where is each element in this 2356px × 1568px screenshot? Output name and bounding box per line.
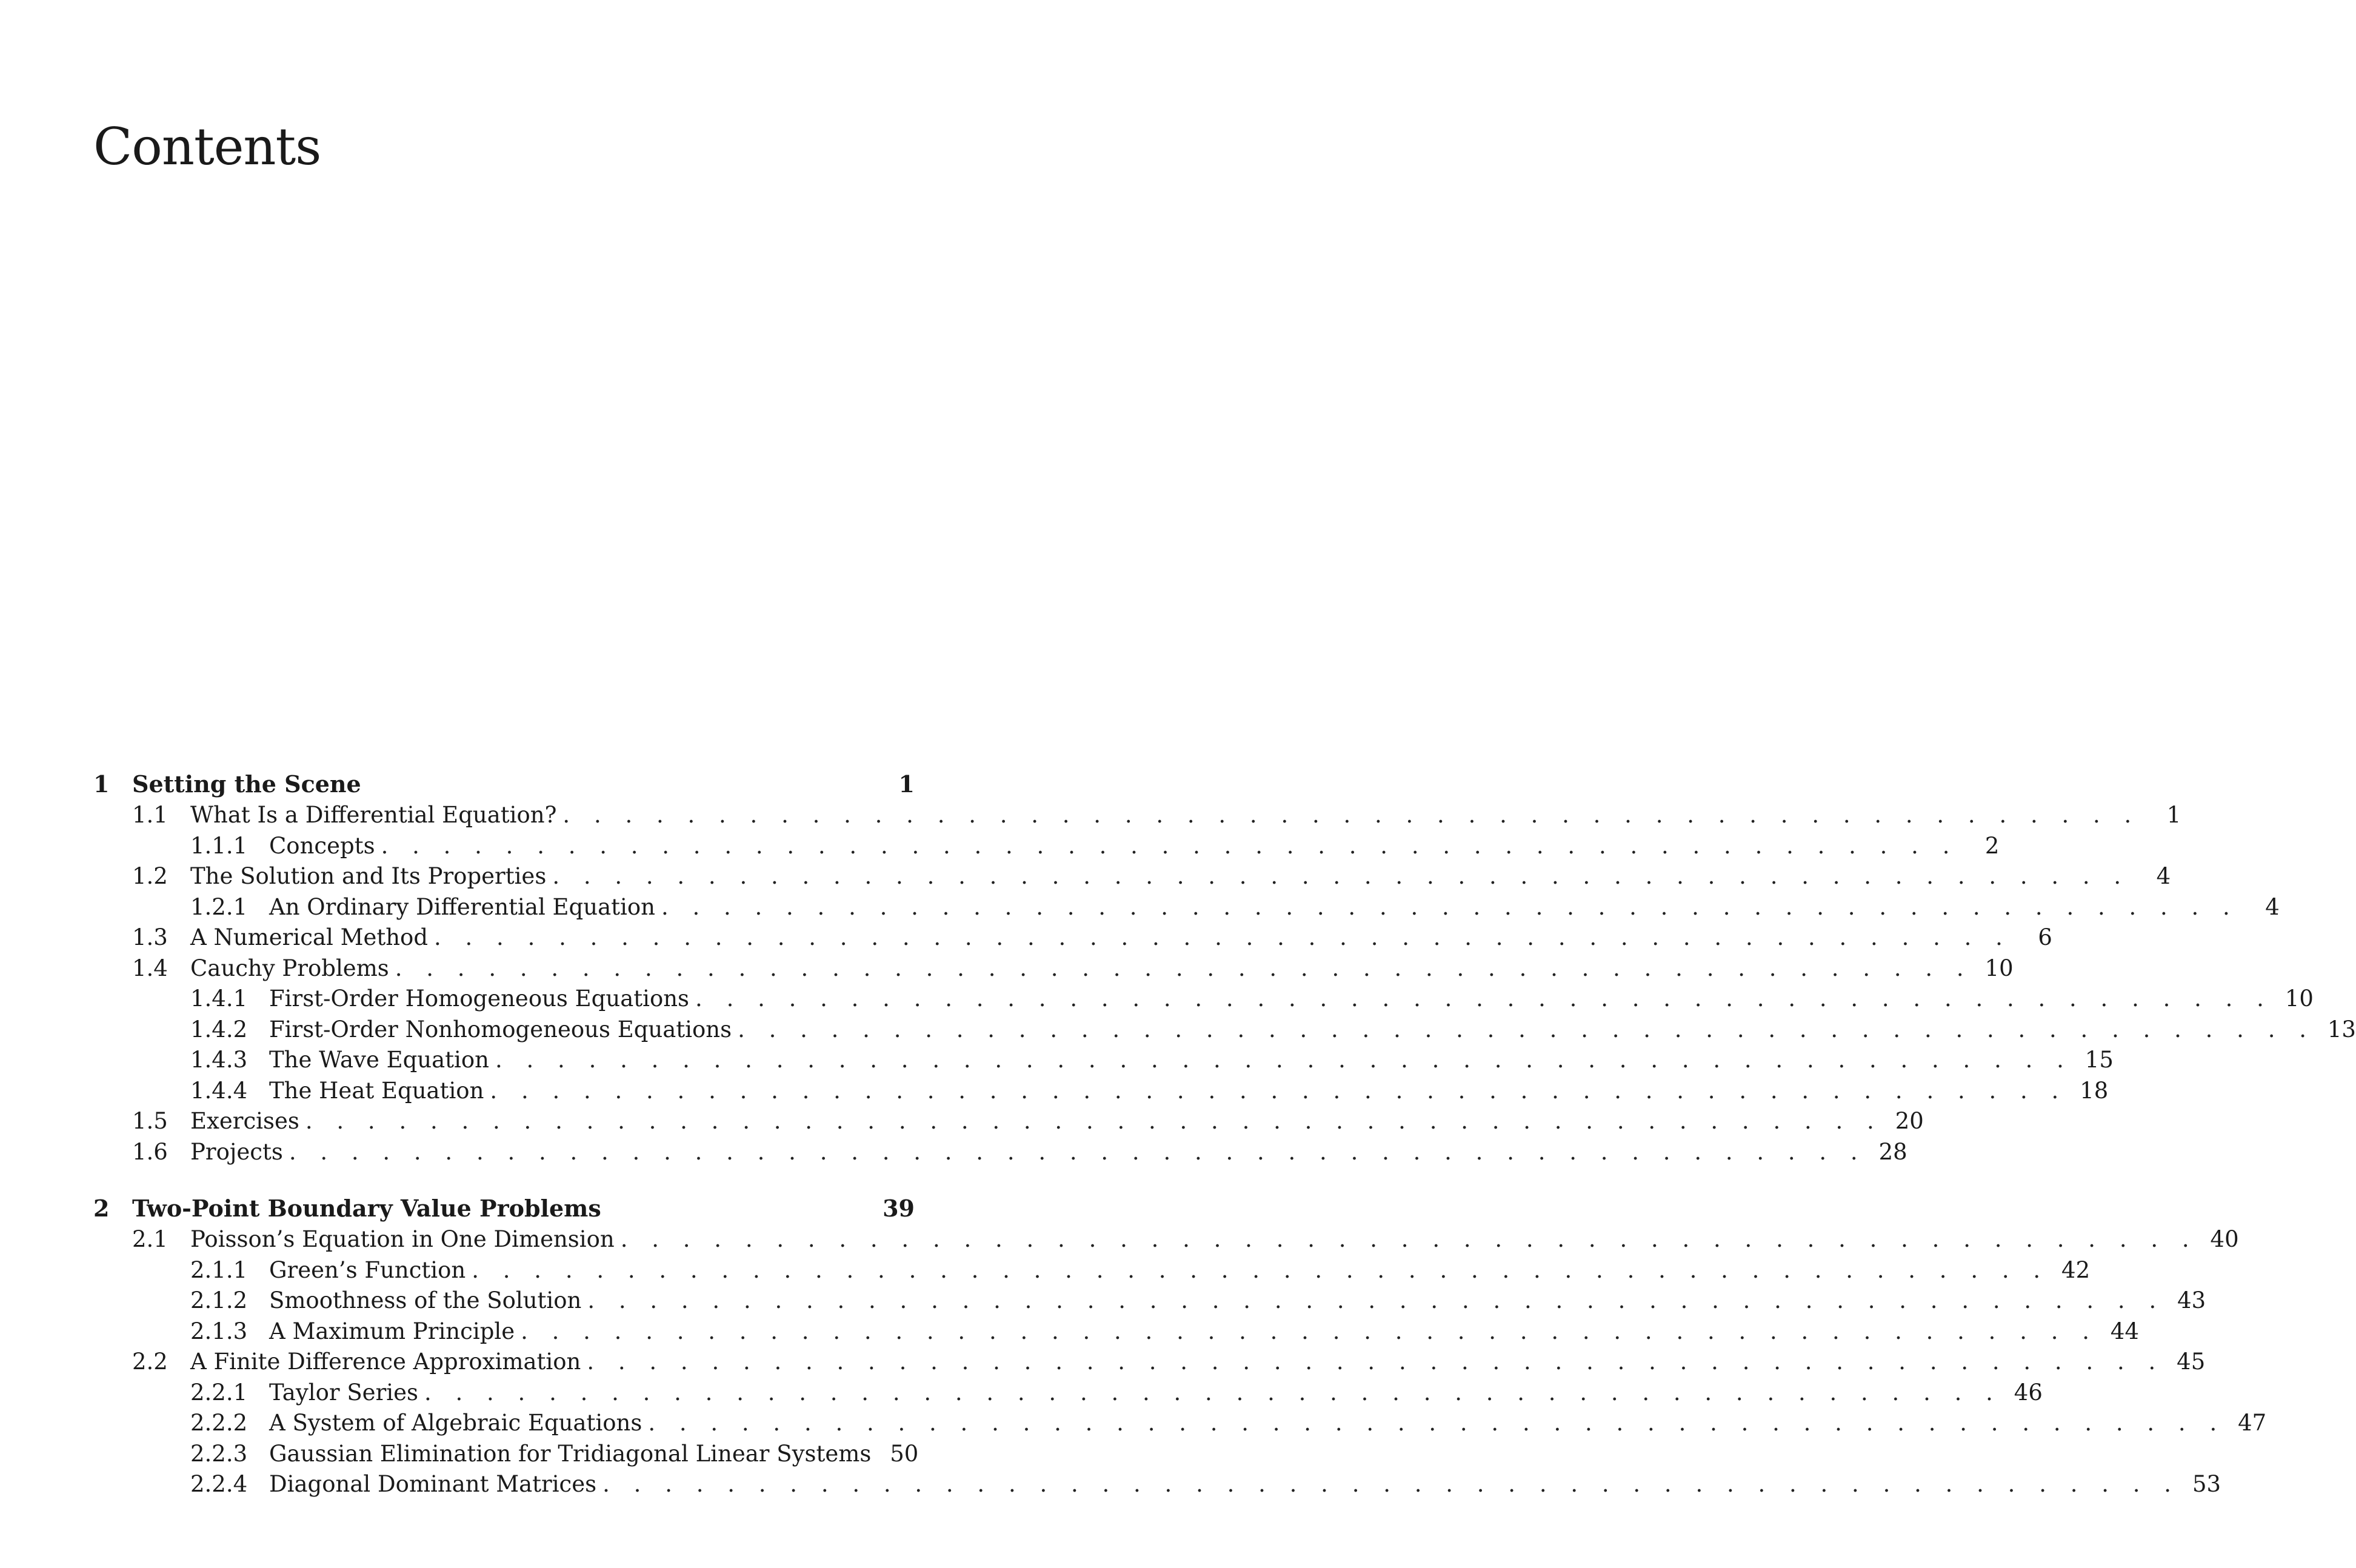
dot-leader: . . . . . . . . . . . . . . . . . . . . . . . . . . . . . . . . . . . . . . . . . . . . . . . . . . . [521, 1318, 2098, 1344]
toc-entry-1-4-2[interactable] [93, 1015, 2356, 1046]
dot-leader: . . . . . . . . . . . . . . . . . . . . . . . . . . . . . . . . . . . . . . . . . . . . . . . . . . . [289, 1138, 1866, 1165]
dot-leader: . . . . . . . . . . . . . . . . . . . . . . . . . . . . . . . . . . . . . . . . . . . . . . . . . . . [738, 1016, 2315, 1043]
toc-entry-2-2-2[interactable] [93, 1408, 2267, 1439]
section-page-number: 43 [2177, 1287, 2206, 1313]
section-title: Smoothness of the Solution [269, 1287, 582, 1313]
dot-leader: . . . . . . . . . . . . . . . . . . . . . . . . . . . . . . . . . . . . . . . . . . . . . . . . . . . [381, 832, 1958, 859]
section-page-number: 47 [2238, 1410, 2267, 1436]
section-number: 2.1 [132, 1226, 168, 1252]
section-title: Green’s Function [269, 1256, 466, 1283]
dot-leader: . . . . . . . . . . . . . . . . . . . . . . . . . . . . . . . . . . . . . . . . . . . . . . . . . . . [620, 1226, 2198, 1252]
toc-entry-2-2[interactable] [93, 1347, 2206, 1378]
section-page-number: 10 [1984, 955, 2014, 981]
section-title: Cauchy Problems [190, 955, 389, 981]
section-title: The Heat Equation [269, 1077, 484, 1104]
section-title: An Ordinary Differential Equation [269, 893, 655, 920]
section-page-number: 4 [2156, 863, 2171, 889]
section-page-number: 13 [2327, 1016, 2356, 1043]
toc-entry-2-1[interactable] [93, 1224, 2239, 1255]
section-page-number: 40 [2210, 1226, 2239, 1252]
dot-leader: . . . . . . . . . . . . . . . . . . . . . . . . . . . . . . . . . . . . . . . . . . . . . . . . . . . [490, 1077, 2067, 1104]
toc-entry-2-2-3[interactable] [93, 1439, 919, 1470]
section-title: Projects [190, 1138, 283, 1165]
toc-entry-1-4-1[interactable] [93, 984, 2314, 1015]
section-number: 2.1.2 [190, 1287, 248, 1313]
dot-leader: . . . . . . . . . . . . . . . . . . . . . . . . . . . . . . . . . . . . . . . . . . . . . . . . . . . [587, 1287, 2165, 1313]
dot-leader: . . . . . . . . . . . . . . . . . . . . . . . . . . . . . . . . . . . . . . . . . . . . . . . . . . . [587, 1349, 2164, 1375]
chapter-number: 2 [93, 1195, 110, 1222]
section-title: What Is a Differential Equation? [190, 802, 557, 828]
dot-leader: . . . . . . . . . . . . . . . . . . . . . . . . . . . . . . . . . . . . . . . . . . . . . . . . . . . [648, 1410, 2226, 1436]
toc-chapter-1[interactable] [93, 769, 915, 800]
toc-entry-1-2-1[interactable] [93, 892, 2280, 923]
section-page-number: 42 [2061, 1256, 2091, 1283]
section-page-number: 46 [2014, 1379, 2043, 1406]
section-number: 1.4.2 [190, 1016, 248, 1043]
section-number: 1.3 [132, 924, 168, 950]
section-title: A System of Algebraic Equations [269, 1410, 642, 1436]
section-page-number: 10 [2284, 986, 2314, 1012]
section-page-number: 1 [2166, 802, 2181, 828]
section-number: 2.2.2 [190, 1410, 248, 1436]
section-number: 1.1.1 [190, 832, 248, 859]
chapter-page-number: 39 [883, 1195, 915, 1222]
dot-leader: . . . . . . . . . . . . . . . . . . . . . . . . . . . . . . . . . . . . . . . . . . . . . . . . . . . [434, 924, 2011, 950]
section-title: First-Order Nonhomogeneous Equations [269, 1016, 732, 1043]
table-of-contents [93, 769, 2356, 1500]
toc-entry-2-2-1[interactable] [93, 1378, 2043, 1409]
toc-entry-1-3[interactable] [93, 922, 2052, 953]
section-number: 2.1.3 [190, 1318, 248, 1344]
section-number: 1.4.4 [190, 1077, 248, 1104]
section-number: 1.5 [132, 1108, 168, 1134]
section-title: A Finite Difference Approximation [190, 1349, 581, 1375]
dot-leader: . . . . . . . . . . . . . . . . . . . . . . . . . . . . . . . . . . . . . . . . . . . . . . . . . . . [562, 802, 2140, 828]
toc-entry-1-2[interactable] [93, 861, 2171, 892]
section-page-number: 4 [2265, 893, 2280, 920]
section-number: 2.2.3 [190, 1440, 248, 1467]
toc-entry-1-5[interactable] [93, 1106, 1924, 1137]
dot-leader: . . . . . . . . . . . . . . . . . . . . . . . . . . . . . . . . . . . . . . . . . . . . . . . . . . . [661, 893, 2238, 920]
dot-leader: . . . . . . . . . . . . . . . . . . . . . . . . . . . . . . . . . . . . . . . . . . . . . . . . . . . [472, 1256, 2049, 1283]
dot-leader: . . . . . . . . . . . . . . . . . . . . . . . . . . . . . . . . . . . . . . . . . . . . . . . . . . . [305, 1108, 1883, 1134]
toc-entry-2-1-3[interactable] [93, 1316, 2139, 1347]
toc-entry-1-1-1[interactable] [93, 831, 2000, 862]
chapter-number: 1 [93, 770, 110, 798]
section-title: The Solution and Its Properties [190, 863, 547, 889]
section-title: The Wave Equation [269, 1047, 489, 1073]
section-page-number: 50 [890, 1440, 919, 1467]
section-title: Exercises [190, 1108, 299, 1134]
section-number: 2.2 [132, 1349, 168, 1375]
page-title: Contents [93, 117, 321, 176]
toc-entry-2-1-1[interactable] [93, 1255, 2091, 1286]
section-number: 2.1.1 [190, 1256, 248, 1283]
section-number: 1.6 [132, 1138, 168, 1165]
section-page-number: 6 [2038, 924, 2052, 950]
section-title: Taylor Series [269, 1379, 418, 1406]
section-number: 2.2.4 [190, 1471, 248, 1497]
dot-leader: . . . . . . . . . . . . . . . . . . . . . . . . . . . . . . . . . . . . . . . . . . . . . . . . . . . [424, 1379, 2001, 1406]
section-number: 1.4.3 [190, 1047, 248, 1073]
section-title: A Maximum Principle [269, 1318, 515, 1344]
section-page-number: 2 [1984, 832, 2000, 859]
section-number: 1.4.1 [190, 986, 248, 1012]
section-number: 1.4 [132, 955, 168, 981]
chapter-page-number: 1 [898, 770, 915, 798]
section-title: Poisson’s Equation in One Dimension [190, 1226, 615, 1252]
section-page-number: 45 [2177, 1349, 2206, 1375]
section-page-number: 20 [1895, 1108, 1924, 1134]
toc-entry-2-2-4[interactable] [93, 1469, 2221, 1500]
section-number: 1.2 [132, 863, 168, 889]
section-title: A Numerical Method [190, 924, 429, 950]
section-title: First-Order Homogeneous Equations [269, 986, 690, 1012]
chapter-title: Two-Point Boundary Value Problems [132, 1195, 601, 1222]
toc-entry-1-4[interactable] [93, 953, 2014, 984]
section-page-number: 28 [1878, 1138, 1907, 1165]
section-number: 2.2.1 [190, 1379, 248, 1406]
toc-entry-1-1[interactable] [93, 800, 2181, 831]
dot-leader: . . . . . . . . . . . . . . . . . . . . . . . . . . . . . . . . . . . . . . . . . . . . . . . . . . . [695, 986, 2272, 1012]
section-number: 1.1 [132, 802, 168, 828]
section-page-number: 44 [2110, 1318, 2139, 1344]
section-title: Gaussian Elimination for Tridiagonal Linear Systems [269, 1440, 872, 1467]
dot-leader: . . . . . . . . . . . . . . . . . . . . . . . . . . . . . . . . . . . . . . . . . . . . . . . . . . . [495, 1047, 2072, 1073]
section-page-number: 18 [2080, 1077, 2109, 1104]
section-number: 1.2.1 [190, 893, 248, 920]
section-page-number: 15 [2084, 1047, 2114, 1073]
section-title: Concepts [269, 832, 375, 859]
toc-entry-1-4-4[interactable] [93, 1076, 2109, 1107]
section-title: Diagonal Dominant Matrices [269, 1471, 597, 1497]
toc-chapter-2[interactable] [93, 1193, 915, 1224]
dot-leader: . . . . . . . . . . . . . . . . . . . . . . . . . . . . . . . . . . . . . . . . . . . . . . . . . . . [395, 955, 1972, 981]
toc-entry-2-1-2[interactable] [93, 1286, 2206, 1316]
toc-entry-1-4-3[interactable] [93, 1045, 2114, 1076]
dot-leader: . . . . . . . . . . . . . . . . . . . . . . . . . . . . . . . . . . . . . . . . . . . . . . . . . . . [602, 1471, 2180, 1497]
section-page-number: 53 [2192, 1471, 2221, 1497]
toc-entry-1-6[interactable] [93, 1137, 1907, 1168]
dot-leader: . . . . . . . . . . . . . . . . . . . . . . . . . . . . . . . . . . . . . . . . . . . . . . . . . . . [552, 863, 2130, 889]
chapter-title: Setting the Scene [132, 770, 361, 798]
